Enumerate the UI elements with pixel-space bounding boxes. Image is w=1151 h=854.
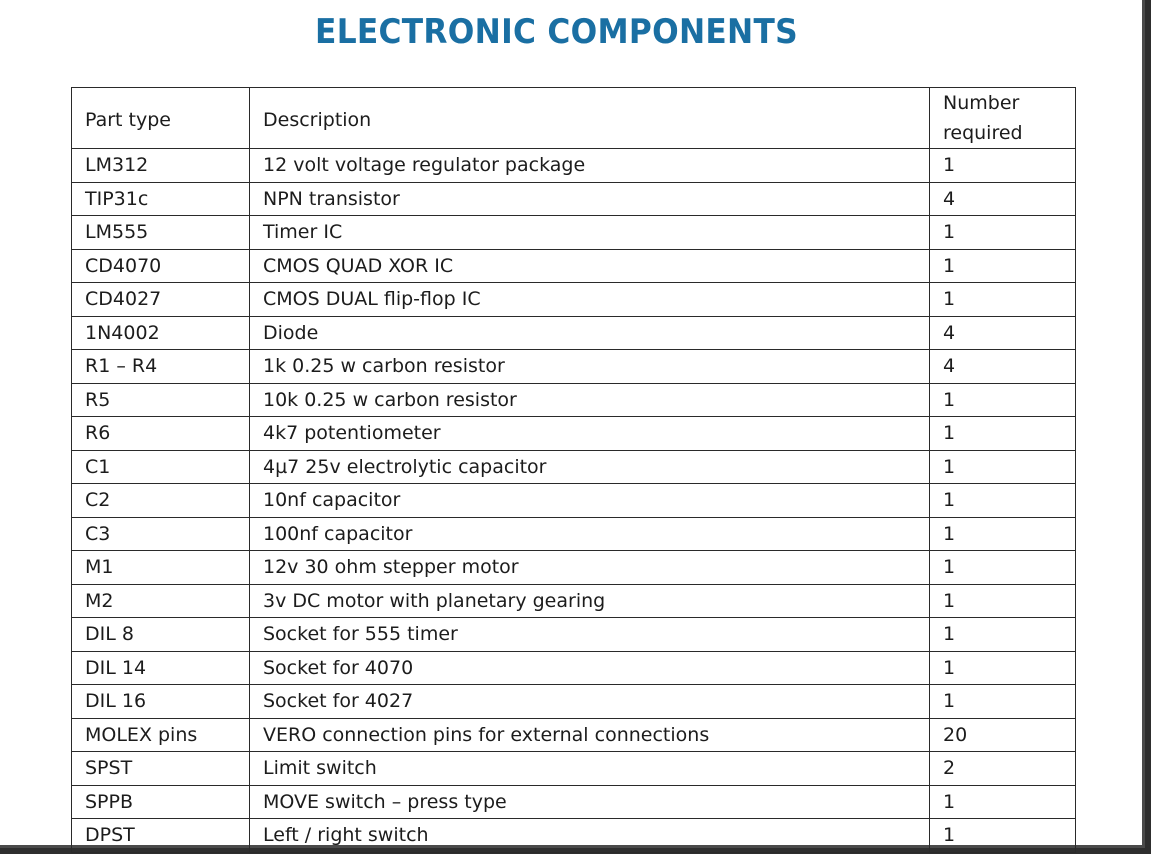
cell-description: Limit switch <box>250 752 930 786</box>
cell-number-required: 1 <box>930 819 1076 853</box>
cell-number-required: 20 <box>930 718 1076 752</box>
cell-number-required: 4 <box>930 316 1076 350</box>
table-row <box>72 551 1076 585</box>
table-row <box>72 584 1076 618</box>
components-table <box>71 87 1076 853</box>
cell-number-required: 1 <box>930 383 1076 417</box>
cell-description: CMOS DUAL flip-flop IC <box>250 283 930 317</box>
cell-number-required: 1 <box>930 149 1076 183</box>
table-header-row <box>72 88 1076 149</box>
cell-description: 3v DC motor with planetary gearing <box>250 584 930 618</box>
cell-number-required: 4 <box>930 182 1076 216</box>
cell-part-type: LM312 <box>72 149 250 183</box>
table-row <box>72 249 1076 283</box>
cell-number-required: 1 <box>930 584 1076 618</box>
cell-part-type: C2 <box>72 484 250 518</box>
table-row <box>72 651 1076 685</box>
cell-description: VERO connection pins for external connections <box>250 718 930 752</box>
cell-number-required: 2 <box>930 752 1076 786</box>
cell-description: 10k 0.25 w carbon resistor <box>250 383 930 417</box>
cell-number-required: 1 <box>930 551 1076 585</box>
cell-number-required: 1 <box>930 450 1076 484</box>
cell-number-required: 1 <box>930 517 1076 551</box>
cell-part-type: DIL 8 <box>72 618 250 652</box>
cell-description: Timer IC <box>250 216 930 250</box>
cell-part-type: M1 <box>72 551 250 585</box>
table-row <box>72 718 1076 752</box>
table-row <box>72 149 1076 183</box>
table-row <box>72 350 1076 384</box>
cell-part-type: DPST <box>72 819 250 853</box>
cell-number-required: 1 <box>930 785 1076 819</box>
cell-number-required: 4 <box>930 350 1076 384</box>
cell-part-type: C1 <box>72 450 250 484</box>
cell-part-type: CD4027 <box>72 283 250 317</box>
table-row <box>72 685 1076 719</box>
cell-part-type: LM555 <box>72 216 250 250</box>
cell-part-type: 1N4002 <box>72 316 250 350</box>
cell-part-type: CD4070 <box>72 249 250 283</box>
table-row <box>72 216 1076 250</box>
cell-description: Left / right switch <box>250 819 930 853</box>
cell-description: Diode <box>250 316 930 350</box>
cell-number-required: 1 <box>930 249 1076 283</box>
cell-number-required: 1 <box>930 685 1076 719</box>
cell-description: 12 volt voltage regulator package <box>250 149 930 183</box>
cell-number-required: 1 <box>930 283 1076 317</box>
cell-part-type: R1 – R4 <box>72 350 250 384</box>
cell-part-type: C3 <box>72 517 250 551</box>
cell-description: CMOS QUAD XOR IC <box>250 249 930 283</box>
table-body <box>72 149 1076 853</box>
table-row <box>72 283 1076 317</box>
page-title: ELECTRONIC COMPONENTS <box>315 12 798 52</box>
table-row <box>72 819 1076 853</box>
cell-part-type: M2 <box>72 584 250 618</box>
cell-description: 12v 30 ohm stepper motor <box>250 551 930 585</box>
cell-part-type: R6 <box>72 417 250 451</box>
cell-part-type: TIP31c <box>72 182 250 216</box>
cell-description: Socket for 4070 <box>250 651 930 685</box>
cell-number-required: 1 <box>930 417 1076 451</box>
header-part-type: Part type <box>72 88 250 149</box>
cell-description: MOVE switch – press type <box>250 785 930 819</box>
cell-part-type: SPPB <box>72 785 250 819</box>
cell-part-type: R5 <box>72 383 250 417</box>
cell-description: 4µ7 25v electrolytic capacitor <box>250 450 930 484</box>
cell-number-required: 1 <box>930 216 1076 250</box>
cell-part-type: DIL 16 <box>72 685 250 719</box>
cell-number-required: 1 <box>930 618 1076 652</box>
cell-description: NPN transistor <box>250 182 930 216</box>
header-description: Description <box>250 88 930 149</box>
cell-description: 4k7 potentiometer <box>250 417 930 451</box>
table-row <box>72 484 1076 518</box>
cell-part-type: DIL 14 <box>72 651 250 685</box>
cell-number-required: 1 <box>930 651 1076 685</box>
table-row <box>72 383 1076 417</box>
cell-description: Socket for 555 timer <box>250 618 930 652</box>
table-row <box>72 517 1076 551</box>
cell-description: 10nf capacitor <box>250 484 930 518</box>
table-row <box>72 316 1076 350</box>
table-row <box>72 618 1076 652</box>
table-row <box>72 785 1076 819</box>
cell-part-type: MOLEX pins <box>72 718 250 752</box>
cell-description: 100nf capacitor <box>250 517 930 551</box>
cell-part-type: SPST <box>72 752 250 786</box>
table-row <box>72 752 1076 786</box>
cell-number-required: 1 <box>930 484 1076 518</box>
header-number-required: Number required <box>930 88 1076 149</box>
table-row <box>72 450 1076 484</box>
cell-description: Socket for 4027 <box>250 685 930 719</box>
cell-description: 1k 0.25 w carbon resistor <box>250 350 930 384</box>
table-row <box>72 182 1076 216</box>
table-row <box>72 417 1076 451</box>
